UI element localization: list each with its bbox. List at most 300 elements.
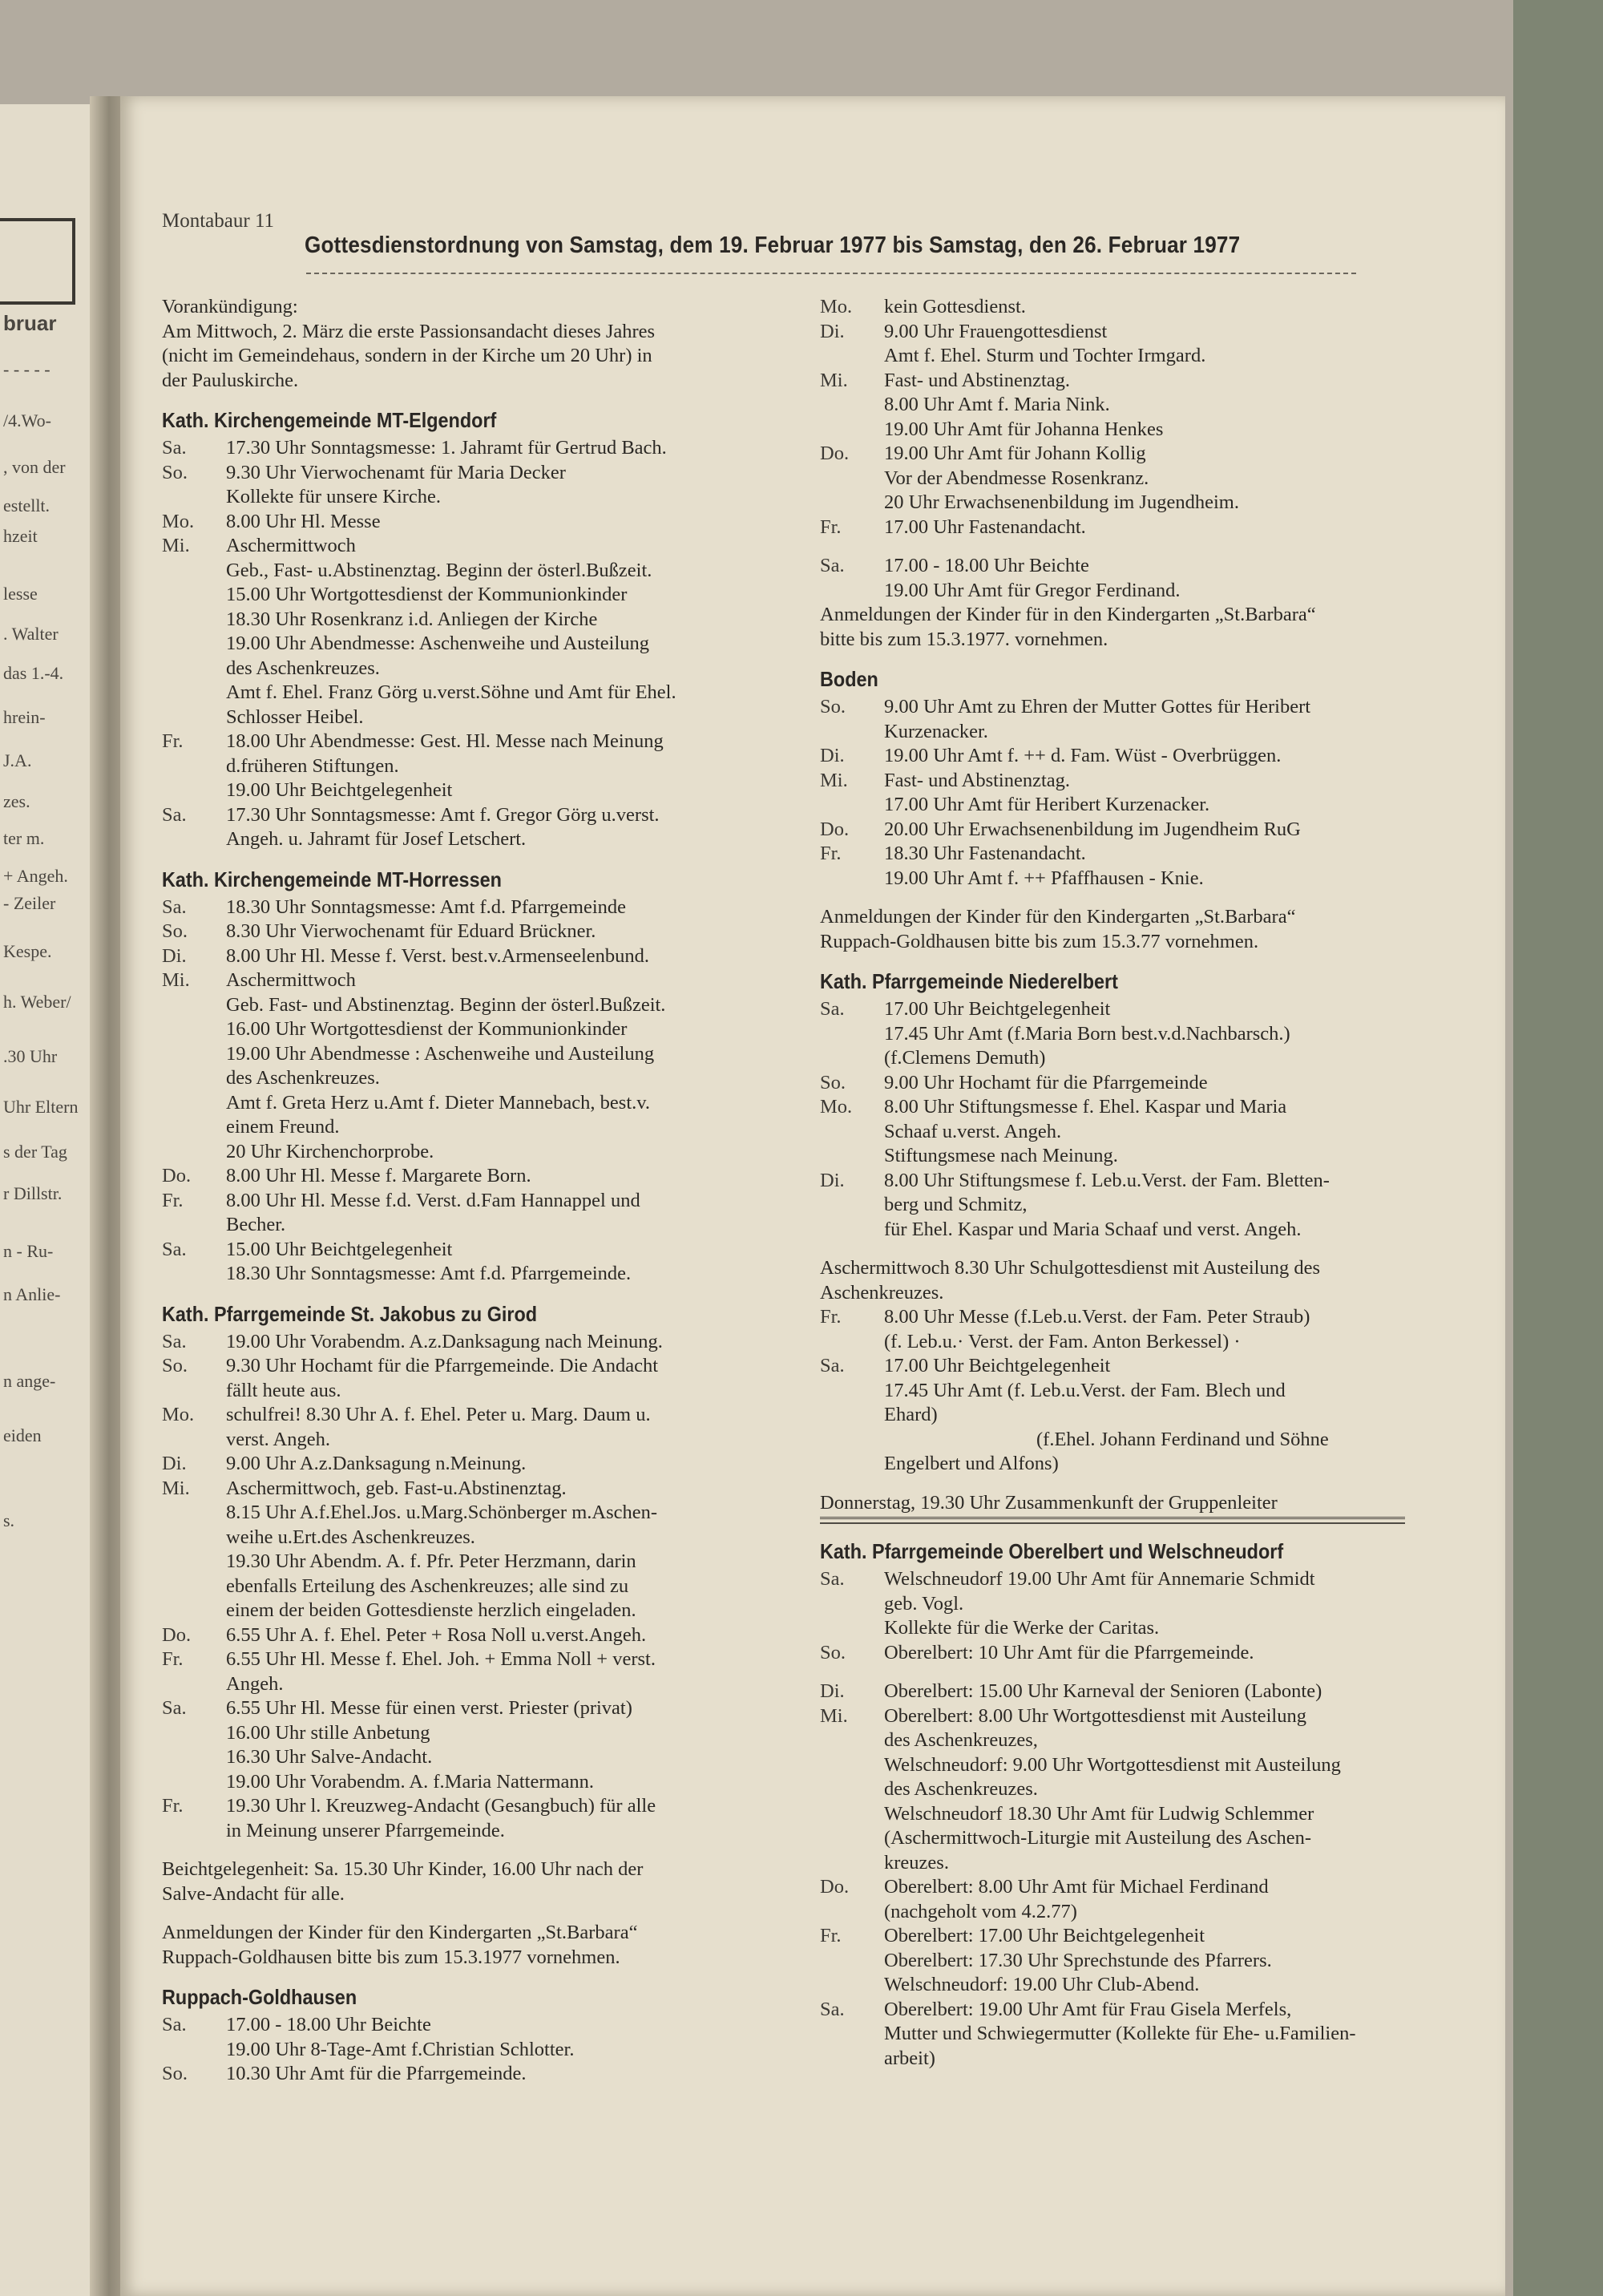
weekday-label (162, 559, 226, 584)
weekday-label: Sa. (162, 895, 187, 918)
text-line: Anmeldungen der Kinder für den Kindergarten „St.Barbara“ (820, 906, 1296, 928)
weekday-label (162, 485, 226, 510)
weekday-label: So. (162, 920, 188, 942)
schedule-entry (820, 842, 1501, 867)
text-line: Ruppach-Goldhausen bitte bis zum 15.3.1977 vornehmen. (162, 1946, 620, 1968)
schedule-entry (162, 1770, 875, 1795)
weekday-label (162, 1501, 226, 1526)
weekday-label: Di. (820, 745, 845, 766)
previous-page-box (0, 218, 75, 305)
weekday-label: Fr. (162, 730, 184, 752)
entry-text: 19.00 Uhr Amt für Johanna Henkes (884, 418, 1164, 440)
left-column (162, 295, 875, 2087)
schedule-entry (820, 695, 1501, 720)
weekday-label (162, 993, 226, 1018)
schedule-entry (820, 1641, 1501, 1666)
weekday-label (820, 1046, 884, 1071)
schedule-entry (162, 895, 875, 920)
entry-text: (Aschermittwoch-Liturgie mit Austeilung des Aschen- (884, 1827, 1312, 1849)
schedule-entry (820, 344, 1501, 369)
schedule-entry (820, 1144, 1501, 1169)
schedule-entry (820, 1826, 1501, 1851)
entry-text: 20 Uhr Erwachsenenbildung im Jugendheim. (884, 491, 1239, 513)
schedule-entry (820, 442, 1501, 467)
schedule-entry (162, 485, 875, 510)
parish-heading: Kath. Pfarrgemeinde Niederelbert (820, 969, 1118, 993)
scan-background (1513, 0, 1603, 2296)
entry-text: fällt heute aus. (226, 1379, 341, 1401)
schedule-entry (162, 1745, 875, 1770)
entry-text: 19.00 Uhr Abendmesse : Aschenweihe und Austeilung (226, 1042, 655, 1065)
entry-text: Welschneudorf 18.30 Uhr Amt für Ludwig Schlemmer (884, 1802, 1314, 1825)
entry-text: Aschermittwoch (226, 535, 356, 556)
entry-text: 15.00 Uhr Wortgottesdienst der Kommunionkinder (226, 584, 628, 605)
entry-text: Oberelbert: 17.30 Uhr Sprechstunde des Pfarrers. (884, 1949, 1272, 1971)
entry-text: weihe u.Ert.des Aschenkreuzes. (226, 1526, 475, 1548)
page-title: Gottesdienstordnung von Samstag, dem 19. Februar 1977 bis Samstag, den 26. Februar 1977 (305, 232, 1241, 258)
previous-page-fragment: hzeit (3, 526, 38, 546)
schedule-entry (820, 1875, 1501, 1900)
text-line: Donnerstag, 19.30 Uhr Zusammenkunft der Gruppenleiter (820, 1491, 1278, 1514)
entry-text: geb. Vogl. (884, 1592, 964, 1615)
entry-text: kein Gottesdienst. (884, 296, 1026, 317)
entry-text: 8.00 Uhr Stiftungsmese f. Leb.u.Verst. der Fam. Bletten- (884, 1169, 1330, 1191)
schedule-entry (820, 1949, 1501, 1974)
entry-text: Kurzenacker. (884, 720, 988, 742)
entry-text: 9.00 Uhr Amt zu Ehren der Mutter Gottes für Heribert (884, 696, 1311, 718)
schedule-entry (820, 1403, 1501, 1428)
schedule-entry (820, 1022, 1501, 1047)
entry-text: Amt f. Ehel. Sturm und Tochter Irmgard. (884, 345, 1206, 366)
parish-heading: Boden (820, 667, 878, 691)
entry-text: Becher. (226, 1214, 286, 1235)
entry-text: einem der beiden Gottesdienste herzlich eingeladen. (226, 1599, 636, 1621)
entry-text: 17.00 Uhr Fastenandacht. (884, 515, 1086, 538)
previous-page-fragment: estellt. (3, 495, 50, 515)
schedule-entry (162, 1213, 875, 1238)
schedule-entry (820, 1218, 1501, 1243)
weekday-label (820, 1144, 884, 1169)
weekday-label: Mi. (162, 969, 190, 991)
weekday-label (820, 344, 884, 369)
schedule-entry (820, 393, 1501, 418)
parish-heading: Kath. Pfarrgemeinde Oberelbert und Welschneudorf (820, 1539, 1284, 1563)
weekday-label: Fr. (820, 1925, 842, 1946)
schedule-entry (162, 1452, 875, 1477)
schedule-entry (162, 436, 875, 461)
text-line: Vorankündigung: (162, 296, 298, 317)
weekday-label: So. (162, 1355, 188, 1376)
weekday-label (162, 1066, 226, 1091)
schedule-entry (162, 1647, 875, 1672)
weekday-label (162, 1721, 226, 1746)
entry-text: kreuzes. (884, 1851, 949, 1874)
weekday-label (162, 1017, 226, 1042)
entry-text: Welschneudorf 19.00 Uhr Amt für Annemarie Schmidt (884, 1568, 1315, 1590)
schedule-entry (820, 1046, 1501, 1071)
schedule-entry (162, 1526, 875, 1550)
schedule-entry (820, 1973, 1501, 1998)
spacer (820, 1242, 1501, 1256)
previous-page-fragment: ter m. (3, 828, 45, 848)
entry-text: 8.00 Uhr Hl. Messe f.d. Verst. d.Fam Hannappel und (226, 1189, 640, 1211)
schedule-entry (820, 1452, 1501, 1477)
weekday-label (820, 1452, 884, 1477)
schedule-entry (820, 867, 1501, 891)
entry-text: des Aschenkreuzes. (226, 657, 380, 679)
entry-text: 20 Uhr Kirchenchorprobe. (226, 1140, 434, 1162)
entry-text: (nachgeholt vom 4.2.77) (884, 1900, 1077, 1922)
previous-page-fragment: , von der (3, 457, 66, 477)
schedule-entry (162, 1091, 875, 1116)
weekday-label (820, 867, 884, 891)
weekday-label (820, 1728, 884, 1753)
weekday-label (820, 393, 884, 418)
schedule-entry (820, 418, 1501, 443)
entry-text: einem Freund. (226, 1116, 340, 1138)
weekday-label: Sa. (162, 2014, 187, 2035)
entry-text: Aschermittwoch, geb. Fast-u.Abstinenztag. (226, 1477, 567, 1499)
entry-text: 9.30 Uhr Vierwochenamt für Maria Decker (226, 461, 566, 483)
entry-text: 9.00 Uhr Frauengottesdienst (884, 320, 1108, 342)
weekday-label: Mo. (820, 296, 853, 317)
schedule-entry (162, 1066, 875, 1091)
schedule-entry (162, 944, 875, 969)
schedule-entry (820, 720, 1501, 745)
double-rule (820, 1517, 1405, 1524)
weekday-label: Sa. (820, 1568, 845, 1590)
entry-text: 17.45 Uhr Amt (f. Leb.u.Verst. der Fam. Blech und (884, 1379, 1286, 1401)
entry-text: 17.00 Uhr Beichtgelegenheit (884, 1355, 1111, 1376)
weekday-label: So. (820, 1641, 846, 1663)
entry-text: Angeh. u. Jahramt für Josef Letschert. (226, 828, 527, 850)
text-line: Ruppach-Goldhausen bitte bis zum 15.3.77 vornehmen. (820, 930, 1259, 952)
entry-text: 18.30 Uhr Fastenandacht. (884, 843, 1086, 864)
entry-text: 6.55 Uhr A. f. Ehel. Peter + Rosa Noll u.verst.Angeh. (226, 1623, 647, 1646)
previous-page-edge (0, 104, 96, 2296)
schedule-entry (162, 1017, 875, 1042)
schedule-entry (820, 1193, 1501, 1218)
weekday-label: Sa. (162, 437, 187, 459)
previous-page-fragment: s. (3, 1510, 15, 1530)
entry-text: Engelbert und Alfons) (884, 1453, 1059, 1474)
schedule-entry (162, 705, 875, 730)
entry-text: Ehard) (884, 1404, 938, 1425)
weekday-label (162, 681, 226, 705)
schedule-entry (162, 681, 875, 705)
weekday-label: Di. (820, 1169, 845, 1191)
entry-text: 19.00 Uhr Amt f. ++ Pfaffhausen - Knie. (884, 867, 1204, 889)
entry-text: (f. Leb.u.· Verst. der Fam. Anton Berkessel) · (884, 1330, 1241, 1352)
schedule-entry (820, 491, 1501, 515)
weekday-label: Di. (820, 1680, 845, 1702)
weekday-label: So. (162, 461, 188, 483)
weekday-label (162, 1819, 226, 1844)
schedule-entry (162, 1599, 875, 1623)
entry-text: Amt f. Greta Herz u.Amt f. Dieter Mannebach, best.v. (226, 1091, 651, 1114)
entry-text: 16.30 Uhr Salve-Andacht. (226, 1746, 433, 1768)
weekday-label (820, 1900, 884, 1925)
spacer (820, 1477, 1501, 1491)
spacer (820, 891, 1501, 905)
entry-text: 19.00 Uhr 8-Tage-Amt f.Christian Schlotter. (226, 2038, 575, 2060)
weekday-label: Di. (162, 1453, 187, 1474)
schedule-entry (820, 1753, 1501, 1778)
schedule-entry (820, 769, 1501, 794)
weekday-label (820, 1616, 884, 1641)
weekday-label: So. (162, 2063, 188, 2084)
weekday-label (162, 1115, 226, 1140)
schedule-entry (162, 1189, 875, 1214)
schedule-entry (820, 1728, 1501, 1753)
weekday-label: Sa. (820, 1998, 845, 2020)
right-column (820, 295, 1501, 2071)
schedule-entry (162, 1115, 875, 1140)
weekday-label: Mo. (162, 1404, 195, 1425)
schedule-entry (162, 1696, 875, 1721)
weekday-label (820, 579, 884, 604)
schedule-entry (162, 657, 875, 681)
weekday-label: Do. (820, 1876, 850, 1898)
weekday-label (820, 1022, 884, 1047)
weekday-label (820, 720, 884, 745)
weekday-label (820, 1826, 884, 1851)
schedule-entry (162, 1330, 875, 1355)
weekday-label (820, 1802, 884, 1827)
page (120, 96, 1505, 2296)
previous-page-fragment: /4.Wo- (3, 410, 51, 430)
spacer (162, 1906, 875, 1921)
weekday-label (162, 778, 226, 803)
entry-text: verst. Angeh. (226, 1428, 330, 1450)
schedule-entry (820, 1802, 1501, 1827)
weekday-label (820, 1330, 884, 1355)
entry-text: 19.00 Uhr Amt für Johann Kollig (884, 443, 1146, 464)
weekday-label (820, 1949, 884, 1974)
weekday-label (820, 491, 884, 515)
entry-text: 16.00 Uhr Wortgottesdienst der Kommunionkinder (226, 1018, 628, 1040)
schedule-entry (162, 2038, 875, 2063)
weekday-label (162, 1526, 226, 1550)
weekday-label (820, 1851, 884, 1876)
schedule-entry (820, 320, 1501, 345)
schedule-entry (162, 1428, 875, 1453)
entry-text: Mutter und Schwiegermutter (Kollekte für Ehe- u.Familien- (884, 2023, 1356, 2044)
weekday-label (162, 657, 226, 681)
schedule-entry (162, 1238, 875, 1263)
weekday-label (162, 1428, 226, 1453)
schedule-entry (820, 369, 1501, 394)
weekday-label: Fr. (820, 515, 842, 538)
entry-text: 18.30 Uhr Sonntagsmesse: Amt f.d. Pfarrgemeinde (226, 895, 627, 918)
schedule-entry (820, 467, 1501, 491)
schedule-entry (162, 968, 875, 993)
weekday-label: Fr. (162, 1795, 184, 1817)
entry-text: Oberelbert: 10 Uhr Amt für die Pfarrgemeinde. (884, 1641, 1254, 1663)
schedule-entry (820, 1120, 1501, 1145)
previous-page-fragment: zes. (3, 791, 30, 811)
entry-text: 19.00 Uhr Vorabendm. A.z.Danksagung nach Meinung. (226, 1330, 663, 1352)
schedule-entry (820, 997, 1501, 1022)
entry-text: 17.00 Uhr Beichtgelegenheit (884, 998, 1111, 1020)
schedule-entry (162, 461, 875, 486)
weekday-label: Sa. (162, 1697, 187, 1719)
previous-page-fragment: J.A. (3, 750, 32, 770)
entry-text: 8.00 Uhr Hl. Messe f. Verst. best.v.Armenseelenbund. (226, 944, 650, 967)
entry-text: 9.00 Uhr Hochamt für die Pfarrgemeinde (884, 1071, 1208, 1093)
entry-text: Schaaf u.verst. Angeh. (884, 1120, 1062, 1142)
entry-text: des Aschenkreuzes, (884, 1729, 1038, 1751)
schedule-entry (820, 515, 1501, 540)
weekday-label (162, 1770, 226, 1795)
previous-page-fragment: n - Ru- (3, 1241, 54, 1261)
entry-text: für Ehel. Kaspar und Maria Schaaf und verst. Angeh. (884, 1218, 1302, 1240)
weekday-label: Mi. (820, 369, 848, 391)
schedule-entry (820, 1592, 1501, 1617)
weekday-label: Mi. (820, 1704, 848, 1727)
weekday-label: Fr. (820, 1306, 842, 1328)
entry-text: 19.00 Uhr Amt für Gregor Ferdinand. (884, 579, 1181, 601)
text-line: Salve-Andacht für alle. (162, 1882, 345, 1905)
previous-page-fragment: lesse (3, 584, 38, 604)
entry-text: 6.55 Uhr Hl. Messe f. Ehel. Joh. + Emma Noll + verst. (226, 1648, 656, 1670)
previous-page-fragment: bruar (3, 311, 57, 335)
entry-text: Welschneudorf: 9.00 Uhr Wortgottesdienst mit Austeilung (884, 1753, 1341, 1776)
schedule-entry (820, 1680, 1501, 1704)
entry-text: 8.15 Uhr A.f.Ehel.Jos. u.Marg.Schönberger m.Aschen- (226, 1502, 658, 1523)
entry-text: 16.00 Uhr stille Anbetung (226, 1721, 430, 1744)
schedule-entry (820, 1777, 1501, 1802)
weekday-label: Do. (162, 1165, 192, 1186)
weekday-label (162, 1574, 226, 1599)
schedule-entry (162, 1501, 875, 1526)
entry-text: (f.Clemens Demuth) (884, 1047, 1046, 1069)
weekday-label (820, 2047, 884, 2072)
entry-text: 17.45 Uhr Amt (f.Maria Born best.v.d.Nachbarsch.) (884, 1022, 1290, 1045)
schedule-entry (162, 1140, 875, 1165)
previous-page-fragment: s der Tag (3, 1142, 67, 1162)
entry-text: Oberelbert: 17.00 Uhr Beichtgelegenheit (884, 1925, 1205, 1946)
previous-page-fragment: .30 Uhr (3, 1046, 58, 1066)
previous-page-fragment: Uhr Eltern (3, 1097, 79, 1117)
weekday-label (162, 2038, 226, 2063)
entry-text: 8.30 Uhr Vierwochenamt für Eduard Brückner. (226, 920, 596, 942)
entry-text: Oberelbert: 8.00 Uhr Wortgottesdienst mit Austeilung (884, 1704, 1306, 1727)
entry-text: 19.00 Uhr Vorabendm. A. f.Maria Nattermann. (226, 1770, 595, 1793)
schedule-entry (820, 1998, 1501, 2023)
previous-page-fragment: r Dillstr. (3, 1183, 63, 1203)
previous-page-fragment: n ange- (3, 1371, 56, 1391)
schedule-entry (162, 1623, 875, 1648)
schedule-entry (162, 1403, 875, 1428)
schedule-entry (820, 1169, 1501, 1194)
schedule-entry (162, 608, 875, 633)
schedule-entry (820, 1354, 1501, 1379)
previous-page-fragment: . Walter (3, 624, 59, 644)
schedule-entry (162, 1354, 875, 1379)
entry-text: 17.00 - 18.00 Uhr Beichte (884, 555, 1089, 576)
weekday-label: Do. (162, 1623, 192, 1646)
schedule-entry (820, 1095, 1501, 1120)
entry-text: 17.00 Uhr Amt für Heribert Kurzenacker. (884, 794, 1210, 815)
entry-text: Aschermittwoch (226, 969, 356, 991)
weekday-label (162, 632, 226, 657)
entry-text: 19.00 Uhr Amt f. ++ d. Fam. Wüst - Overbrüggen. (884, 745, 1282, 766)
previous-page-fragment: eiden (3, 1425, 42, 1445)
entry-text: arbeit) (884, 2047, 935, 2069)
schedule-entry (162, 1262, 875, 1287)
text-line: (f.Ehel. Johann Ferdinand und Söhne (1036, 1428, 1329, 1450)
weekday-label: Di. (820, 320, 845, 342)
weekday-label (162, 1599, 226, 1623)
weekday-label (820, 467, 884, 491)
page-number: Montabaur 11 (162, 210, 275, 232)
weekday-label: Sa. (162, 1330, 187, 1352)
weekday-label: Do. (820, 818, 850, 840)
schedule-entry (162, 1042, 875, 1067)
schedule-entry (162, 1794, 875, 1819)
entry-text: Oberelbert: 8.00 Uhr Amt für Michael Ferdinand (884, 1876, 1269, 1898)
weekday-label (820, 1218, 884, 1243)
entry-text: berg und Schmitz, (884, 1194, 1028, 1215)
title-rule (306, 273, 1356, 274)
weekday-label: Mi. (162, 535, 190, 556)
weekday-label (820, 1120, 884, 1145)
schedule-entry (162, 1477, 875, 1502)
text-line: Beichtgelegenheit: Sa. 15.30 Uhr Kinder, 16.00 Uhr nach der (162, 1858, 644, 1880)
weekday-label: Mo. (820, 1096, 853, 1118)
weekday-label: Mo. (162, 510, 195, 532)
entry-text: 18.30 Uhr Rosenkranz i.d. Anliegen der Kirche (226, 608, 598, 630)
entry-text: Oberelbert: 15.00 Uhr Karneval der Senioren (Labonte) (884, 1680, 1322, 1702)
entry-text: d.früheren Stiftungen. (226, 754, 399, 777)
schedule-entry (162, 1819, 875, 1844)
text-line: Am Mittwoch, 2. März die erste Passionsandacht dieses Jahres (162, 320, 656, 342)
entry-text: Schlosser Heibel. (226, 705, 364, 728)
weekday-label: Mi. (162, 1477, 190, 1499)
schedule-entry (162, 778, 875, 803)
weekday-label: Sa. (820, 1355, 845, 1376)
book-gutter (90, 96, 122, 2296)
weekday-label: Fr. (162, 1189, 184, 1211)
weekday-label (820, 1592, 884, 1617)
schedule-entry (162, 2062, 875, 2087)
entry-text: 9.00 Uhr A.z.Danksagung n.Meinung. (226, 1453, 527, 1474)
schedule-entry (162, 754, 875, 779)
entry-text: Fast- und Abstinenztag. (884, 769, 1071, 791)
schedule-entry (162, 2013, 875, 2038)
schedule-entry (162, 632, 875, 657)
weekday-label: Sa. (820, 998, 845, 1020)
weekday-label: Fr. (162, 1648, 184, 1670)
entry-text: des Aschenkreuzes. (884, 1778, 1038, 1800)
weekday-label (162, 1672, 226, 1697)
schedule-entry (820, 1330, 1501, 1355)
entry-text: Welschneudorf: 19.00 Uhr Club-Abend. (884, 1974, 1200, 1995)
entry-text: 8.00 Uhr Hl. Messe f. Margarete Born. (226, 1165, 531, 1186)
previous-page-fragment: das 1.-4. (3, 663, 64, 683)
schedule-entry (162, 827, 875, 852)
entry-text: 19.00 Uhr Beichtgelegenheit (226, 779, 453, 801)
schedule-entry (820, 1616, 1501, 1641)
text-line: Aschenkreuzes. (820, 1281, 944, 1304)
entry-text: Geb., Fast- u.Abstinenztag. Beginn der österl.Bußzeit. (226, 559, 652, 581)
text-line: (nicht im Gemeindehaus, sondern in der Kirche um 20 Uhr) in (162, 345, 652, 366)
entry-text: 17.30 Uhr Sonntagsmesse: Amt f. Gregor Görg u.verst. (226, 803, 660, 826)
weekday-label (820, 1379, 884, 1404)
weekday-label: Sa. (820, 555, 845, 576)
spacer (162, 1843, 875, 1857)
